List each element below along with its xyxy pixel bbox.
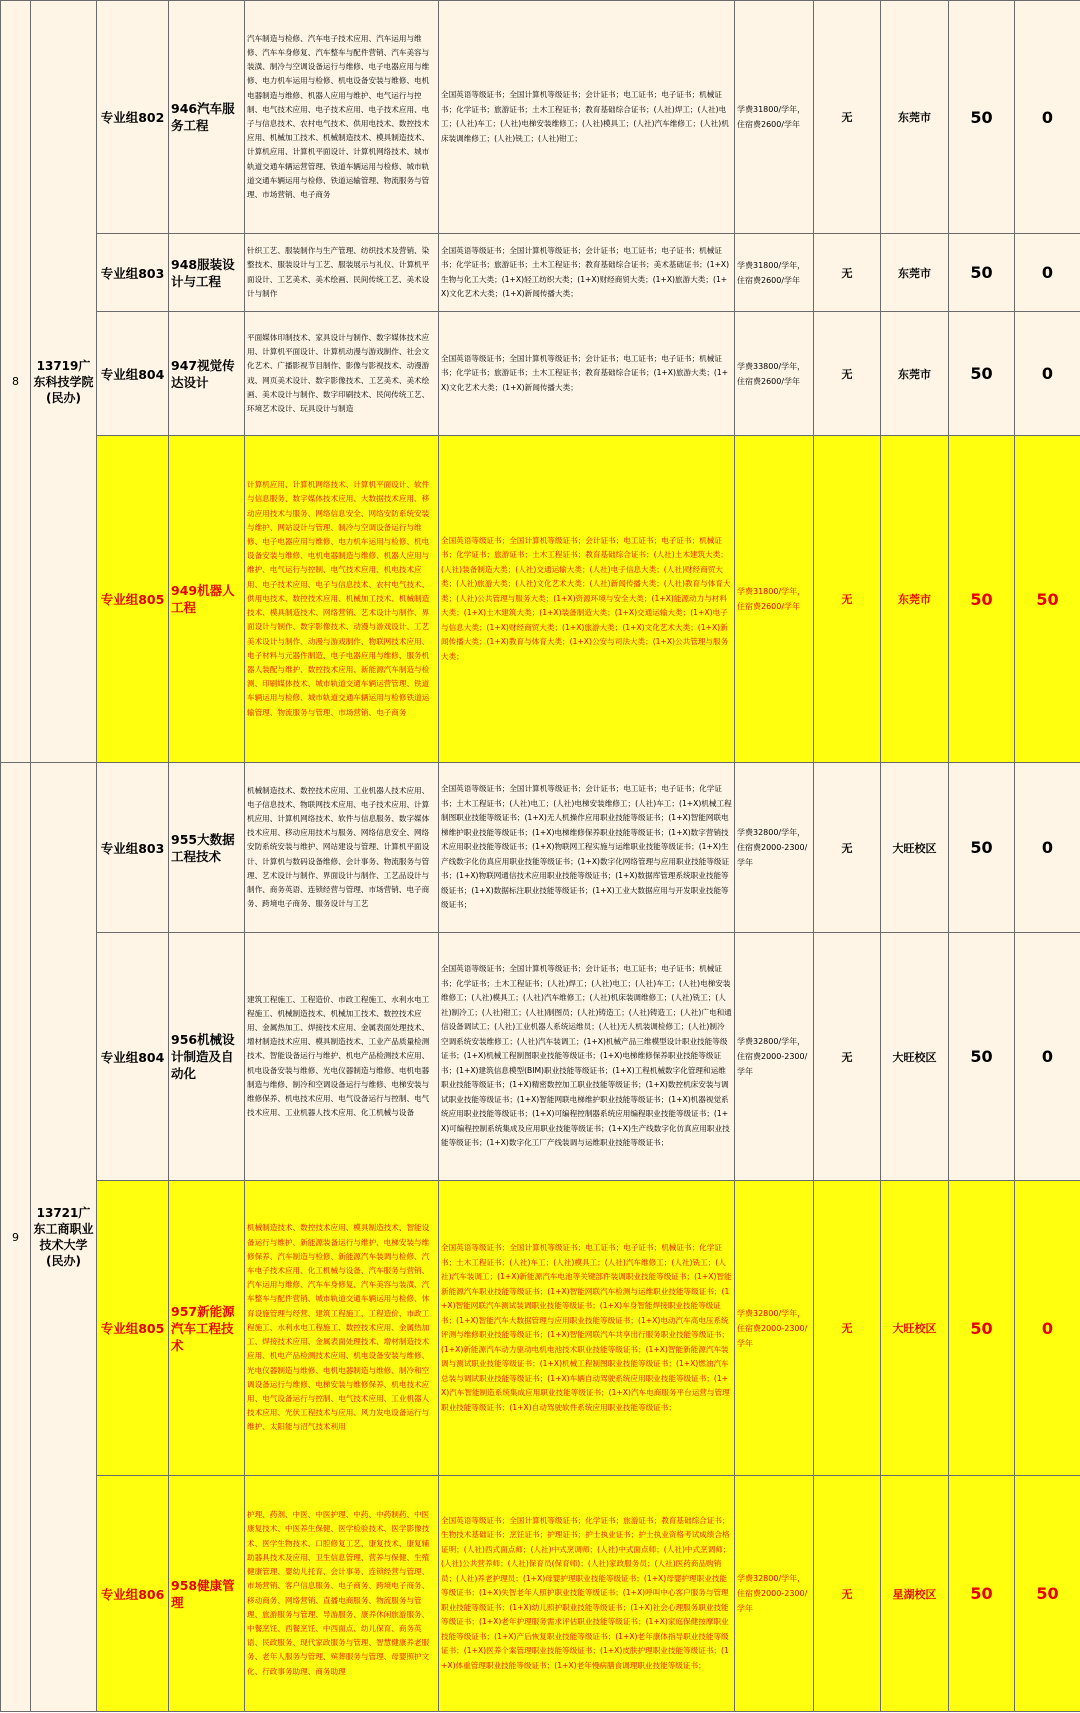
group-code: 专业组806 [97,1476,169,1712]
fee-text: 学费32800/学年，住宿费2000-2300/学年 [735,933,814,1181]
certificate-list: 全国英语等级证书；全国计算机等级证书；会计证书；电工证书；电子证书；机械证书；化学证书；旅游证书；土木工程证书；教育基础综合证书；(人社)焊工；(人社)电工；(人社)车工；(人社)电梯安装维修工；(人社)模具工；(人社)汽车维修工；(人社)机床装调维修工；(人社)铣工；(人社)钳工； [439,1,735,234]
requirement: 无 [814,436,881,763]
group-code: 专业组802 [97,1,169,234]
plan-count: 50 [949,1,1015,234]
school-name: 13721广东工商职业技术大学(民办) [31,763,97,1712]
campus-location: 大旺校区 [881,933,949,1181]
major-name: 949机器人工程 [169,436,245,763]
group-code: 专业组803 [97,763,169,933]
major-name: 946汽车服务工程 [169,1,245,234]
fee-text: 学费32800/学年，住宿费2000-2300/学年 [735,763,814,933]
plan-count: 50 [949,763,1015,933]
certificate-list: 全国英语等级证书；全国计算机等级证书；会计证书；电工证书；电子证书；化学证书；土木工程证书；(人社)电工；(人社)电梯安装维修工；(人社)车工；(1+X)机械工程制图职业技能等级证书；(1+X)无人机操作应用职业技能等级证书；(1+X)智能网联电梯维护职业技能等级证书；(1+X)电梯维修保养职业技能等级证书；(1+X)数字营销技术应用职业技能等级证书；(1+X)物联网工程实施与运维职业技能等级证书；(1+X)生产线数字化仿真应用职业技能等级证书；(1+X)数字化网络管理与应用职业技能等级证书；(1+X)物联网通信技术应用职业技能等级证书；(1+X)数据库管理系统职业技能等级证书；(1+X)数据标注职业技能等级证书；(1+X)工业大数据应用与开发职业技能等级证书； [439,763,735,933]
group-code: 专业组805 [97,1181,169,1476]
extra-count: 50 [1015,1476,1080,1712]
subject-list: 护理、药剂、中医、中医护理、中药、中药制药、中医康复技术、中医养生保健、医学检验技术、医学影像技术、医学生物技术、口腔修复工艺、康复技术、康复辅助器具技术及应用、卫生信息管理、营养与保健、生殖健康管理、婴幼儿托育、会计事务、连锁经营与管理、市场营销、客户信息服务、电子商务、跨境电子商务、移动商务、网络营销、直播电商服务、物流服务与管理、旅游服务与管理、导游服务、康养休闲旅游服务、中餐烹饪、西餐烹饪、中西面点、幼儿保育、商务英语、民政服务、现代家政服务与管理、智慧健康养老服务、老年人服务与管理、殡葬服务与管理、母婴照护文化、行政事务助理、商务助理 [245,1476,439,1712]
major-name: 947视觉传达设计 [169,312,245,436]
major-name: 957新能源汽车工程技术 [169,1181,245,1476]
extra-count: 0 [1015,1,1080,234]
subject-list: 建筑工程施工、工程造价、市政工程施工、水利水电工程施工、机械制造技术、机械加工技术、数控技术应用、金属热加工、焊接技术应用、金属表面处理技术、增材制造技术应用、模具制造技术、工业产品质量检测技术、智能设备运行与维护、机电产品检测技术应用、机电设备安装与维修、光电仪器制造与维修、电机电器制造与维修、制冷和空调设备运行与维修、电梯安装与维修保养、机电技术应用、电气设备运行与控制、电气技术应用、工业机器人技术应用、化工机械与设备 [245,933,439,1181]
major-name: 956机械设计制造及自动化 [169,933,245,1181]
subject-list: 汽车制造与检修、汽车电子技术应用、汽车运用与维修、汽车车身修复、汽车整车与配件营销、汽车美容与装潢、制冷与空调设备运行与维修、电子电器应用与维修、电力机车运用与检修、机电设备安装与维修、电机电器制造与维修、机器人应用与维护、电气运行与控制、电气技术应用、电子技术应用、电子技术应用、电子与信息技术、农村电气技术、供用电技术、数控技术应用、机械加工技术、机械制造技术、模具制造技术、计算机应用、计算机平面设计、计算机网络技术、城市轨道交通车辆运营管理、铁道车辆运用与检修、城市轨道交通车辆运用与检修、铁道运输管理、物流服务与管理、市场营销、电子商务 [245,1,439,234]
requirement: 无 [814,234,881,312]
extra-count: 0 [1015,312,1080,436]
requirement: 无 [814,312,881,436]
certificate-list: 全国英语等级证书；全国计算机等级证书；电工证书；电子证书；机械证书；化学证书；土木工程证书；(人社)车工；(人社)模具工；(人社)汽车维修工；(人社)铣工；(人社)汽车装调工；(1+X)新能源汽车电池等关键部件装调职业技能等级证书；(1+X)智能新能源汽车职业技能等级证书；(1+X)智能网联汽车检测与运维职业技能等级证书；(1+X)智能网联汽车测试装调职业技能等级证书；(1+X)车身智能焊接职业技能等级证书；(1+X)智能汽车大数据管理与应用职业技能等级证书；(1+X)电动汽车高电压系统评测与维修职业技能等级证书；(1+X)智能网联汽车共享出行服务职业技能等级证书；(1+X)新能源汽车动力驱动电机电池技术职业技能等级证书；(1+X)智能新能源汽车装调与测试职业技能等级证书；(1+X)机械工程制图职业技能等级证书；(1+X)燃油汽车总装与调试职业技能等级证书；(1+X)车辆自动驾驶系统应用职业技能等级证书；(1+X)汽车智能制造系统集成应用职业技能等级证书；(1+X)汽车电商服务平台运营与管理职业技能等级证书；(1+X)自动驾驶软件系统应用职业技能等级证书； [439,1181,735,1476]
certificate-list: 全国英语等级证书；全国计算机等级证书；会计证书；电工证书；电子证书；机械证书；化学证书；旅游证书；土木工程证书；教育基础综合证书；美术基础证书；(1+X)生物与化工大类；(1+X)轻工纺织大类；(1+X)财经商贸大类；(1+X)旅游大类；(1+X)文化艺术大类；(1+X)新闻传播大类； [439,234,735,312]
fee-text: 学费31800/学年，住宿费2600/学年 [735,234,814,312]
fee-text: 学费32800/学年，住宿费2000-2300/学年 [735,1181,814,1476]
subject-list: 平面媒体印制技术、家具设计与制作、数字媒体技术应用、计算机平面设计、计算机动漫与游戏制作、社会文化艺术、广播影视节目制作、影像与影视技术、动漫游戏、网页美术设计、数字影像技术、工艺美术、美术绘画、美术设计与制作、数字印刷技术、民间传统工艺、环境艺术设计、玩具设计与制造 [245,312,439,436]
school-name: 13719广东科技学院(民办) [31,1,97,763]
certificate-list: 全国英语等级证书；全国计算机等级证书；化学证书；旅游证书；教育基础综合证书；生物技术基础证书；烹饪证书；护理证书；护士执业证书；护士执业资格考试成绩合格证明；(人社)西式面点师；(人社)中式烹调师；(人社)中式面点师；(人社)中式烹调师；(人社)公共营养师；(人社)保育员(保育师)；(人社)家政服务员；(人社)医药商品购销员；(人社)养老护理员；(1+X)母婴护理职业技能等级证书；(1+X)母婴护理职业技能等级证书；(1+X)失智老年人照护职业技能等级证书；(1+X)呼叫中心客户服务与管理职业技能等级证书；(1+X)幼儿照护职业技能等级证书；(1+X)社会心理服务职业技能等级证书；(1+X)老年护理服务需求评估职业技能等级证书；(1+X)家庭保健按摩职业技能等级证书；(1+X)产后恢复职业技能等级证书；(1+X)老年康体指导职业技能等级证书；(1+X)医养个案管理职业技能等级证书；(1+X)皮肤护理职业技能等级证书；(1+X)体重管理职业技能等级证书；(1+X)老年慢病膳食调理职业技能等级证书； [439,1476,735,1712]
group-code: 专业组804 [97,312,169,436]
campus-location: 星湖校区 [881,1476,949,1712]
campus-location: 东莞市 [881,436,949,763]
extra-count: 50 [1015,436,1080,763]
campus-location: 东莞市 [881,1,949,234]
extra-count: 0 [1015,933,1080,1181]
school-seq: 8 [1,1,31,763]
plan-count: 50 [949,1476,1015,1712]
certificate-list: 全国英语等级证书；全国计算机等级证书；会计证书；电工证书；电子证书；机械证书；化学证书；旅游证书；土木工程证书；教育基础综合证书；(人社)土木建筑大类；(人社)装备制造大类；(人社)交通运输大类；(人社)电子信息大类；(人社)财经商贸大类；(人社)旅游大类；(人社)文化艺术大类；(人社)新闻传播大类；(人社)教育与体育大类；(人社)公共管理与服务大类；(1+X)资源环境与安全大类；(1+X)能源动力与材料大类；(1+X)土木建筑大类；(1+X)装备制造大类；(1+X)交通运输大类；(1+X)电子与信息大类；(1+X)财经商贸大类；(1+X)旅游大类；(1+X)文化艺术大类；(1+X)新闻传播大类；(1+X)教育与体育大类；(1+X)公安与司法大类；(1+X)公共管理与服务大类； [439,436,735,763]
extra-count: 0 [1015,763,1080,933]
table-row [1,933,1080,1181]
plan-count: 50 [949,933,1015,1181]
fee-text: 学费33800/学年，住宿费2600/学年 [735,312,814,436]
campus-location: 东莞市 [881,234,949,312]
requirement: 无 [814,1476,881,1712]
table-row [1,763,1080,933]
plan-count: 50 [949,436,1015,763]
certificate-list: 全国英语等级证书；全国计算机等级证书；会计证书；电工证书；电子证书；机械证书；化学证书；土木工程证书；(人社)焊工；(人社)电工；(人社)车工；(人社)电梯安装维修工；(人社)模具工；(人社)汽车维修工；(人社)机床装调维修工；(人社)铣工；(人社)制冷工；(人社)钳工；(人社)制图员；(人社)铸造工；(人社)铸造工；(人社)广电和通信设备调试工；(人社)工业机器人系统运维员；(人社)无人机装调检修工；(人社)制冷空调系统安装维修工；(人社)汽车装调工；(1+X)机械产品三维模型设计职业技能等级证书；(1+X)机械工程制图职业技能等级证书；(1+X)电梯维修保养职业技能等级证书；(1+X)建筑信息模型(BIM)职业技能等级证书；(1+X)工程机械数字化管理和运维职业技能等级证书；(1+X)精密数控加工职业技能等级证书；(1+X)数控机床安装与调试职业技能等级证书；(1+X)智能网联电梯维护职业技能等级证书；(1+X)机器视觉系统应用职业技能等级证书；(1+X)可编程控制器系统应用编程职业技能等级证书；(1+X)可编程控制系统集成及应用职业技能等级证书；(1+X)生产线数字化仿真应用职业技能等级证书；(1+X)数字化工厂产线装调与运维职业技能等级证书； [439,933,735,1181]
campus-location: 大旺校区 [881,1181,949,1476]
group-code: 专业组803 [97,234,169,312]
extra-count: 0 [1015,234,1080,312]
plan-count: 50 [949,312,1015,436]
extra-count: 0 [1015,1181,1080,1476]
campus-location: 东莞市 [881,312,949,436]
requirement: 无 [814,1181,881,1476]
subject-list: 针织工艺、服装制作与生产管理、纺织技术及营销、染整技术、服装设计与工艺、服装展示与礼仪、计算机平面设计、工艺美术、美术绘画、民间传统工艺、美术设计与制作 [245,234,439,312]
fee-text: 学费31800/学年，住宿费2600/学年 [735,1,814,234]
school-seq: 9 [1,763,31,1712]
group-code: 专业组805 [97,436,169,763]
table-row [1,436,1080,763]
plan-count: 50 [949,1181,1015,1476]
table-row [1,1476,1080,1712]
fee-text: 学费32800/学年，住宿费2000-2300/学年 [735,1476,814,1712]
major-name: 948服装设计与工程 [169,234,245,312]
certificate-list: 全国英语等级证书；全国计算机等级证书；会计证书；电工证书；电子证书；机械证书；化学证书；旅游证书；土木工程证书；教育基础综合证书；(1+X)旅游大类；(1+X)文化艺术大类；(1+X)新闻传播大类； [439,312,735,436]
requirement: 无 [814,933,881,1181]
group-code: 专业组804 [97,933,169,1181]
requirement: 无 [814,763,881,933]
subject-list: 机械制造技术、数控技术应用、模具制造技术、智能设备运行与维护、新能源装备运行与维护、电梯安装与维修保养、汽车制造与检修、新能源汽车装调与检修、汽车电子技术应用、化工机械与设备、汽车服务与营销、汽车运用与维修、汽车车身修复、汽车美容与装潢、汽车整车与配件营销、城市轨道交通车辆运用与检修、休育设施管理与经营、建筑工程施工、工程造价、市政工程施工、水利水电工程施工、数控技术应用、金属热加工、焊接技术应用、金属表面处理技术、增材制造技术应用、机电产品检测技术应用、机电设备安装与维修、光电仪器制造与维修、电机电器制造与维修、制冷和空调设备运行与维修、电梯安装与维修保养、机电技术应用、电气设备运行与控制、电气技术应用、工业机器人技术应用、光伏工程技术与应用、风力发电设备运行与维护、太阳能与沼气技术利用 [245,1181,439,1476]
plan-count: 50 [949,234,1015,312]
requirement: 无 [814,1,881,234]
major-name: 958健康管理 [169,1476,245,1712]
table-row [1,312,1080,436]
campus-location: 大旺校区 [881,763,949,933]
subject-list: 机械制造技术、数控技术应用、工业机器人技术应用、电子信息技术、物联网技术应用、电子技术应用、计算机应用、计算机网络技术、软件与信息服务、数字媒体技术应用、移动应用技术与服务、网络信息安全、网络安防系统安装与维护、网站建设与管理、计算机平面设计、计算机与数码设备维修、会计事务、物流服务与管理、艺术设计与制作、界面设计与制作、工艺品设计与制作、商务英语、连锁经营与管理、市场营销、电子商务、跨境电子商务、服务设计与工艺 [245,763,439,933]
subject-list: 计算机应用、计算机网络技术、计算机平面设计、软件与信息服务、数字媒体技术应用、大数据技术应用、移动应用技术与服务、网络信息安全、网络安防系统安装与维护、网站设计与管理、制冷与空调设备运行与维修、电子电器应用与维修、电力机车运用与检修、机电设备安装与维修、电机电器制造与维修、机器人应用与维护、电气运行与控制、电气技术应用、机电技术应用、电子技术应用、电子与信息技术、农村电气技术、供用电技术、数控技术应用、机械加工技术、机械制造技术、模具制造技术、网络营销、艺术设计与制作、界面设计与制作、数字影像技术、动漫与游戏设计、工艺美术设计与制作、动漫与游戏制作、物联网技术应用、电子材料与元器件制造、电子电器应用与维修、服务机器人装配与维护、数控技术应用、新能源汽车制造与检测、印刷媒体技术、城市轨道交通车辆运营管理、铁道车辆运用与检修、城市轨道交通车辆运用与检修铁道运输管理、物流服务与管理、市场营销、电子商务 [245,436,439,763]
major-name: 955大数据工程技术 [169,763,245,933]
table-row [1,1,1080,234]
table-row [1,1181,1080,1476]
fee-text: 学费31800/学年，住宿费2600/学年 [735,436,814,763]
table-row [1,234,1080,312]
